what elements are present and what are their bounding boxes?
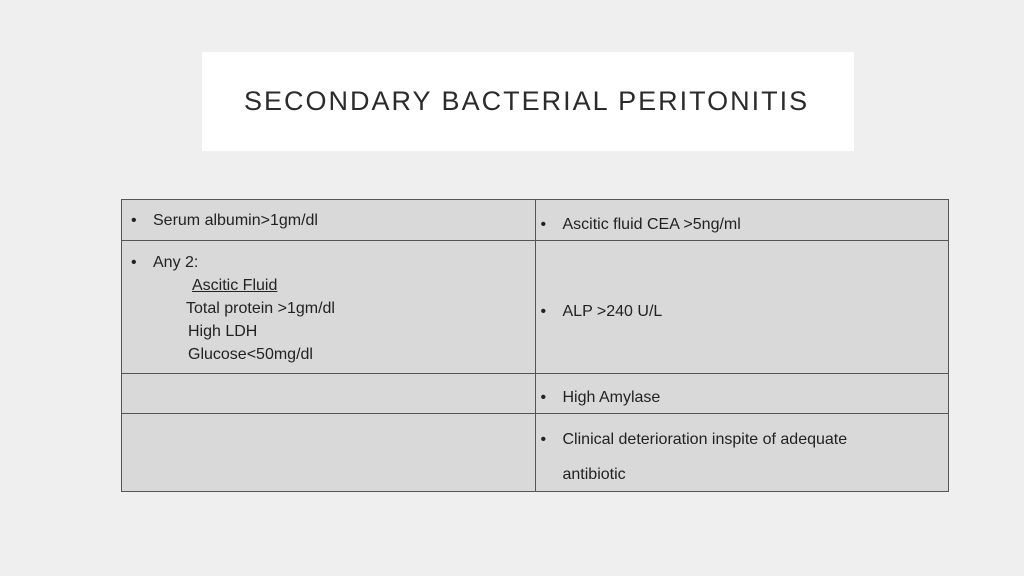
- table-cell: [122, 374, 536, 414]
- cell-text: Ascitic Fluid: [192, 277, 278, 294]
- table-cell: [535, 374, 949, 414]
- cell-text: • Any 2:: [153, 254, 198, 272]
- slide-title: SECONDARY BACTERIAL PERITONITIS: [244, 86, 810, 116]
- cell-text: • ALP >240 U/L: [563, 303, 663, 321]
- cell-text: • Serum albumin>1gm/dl: [153, 212, 318, 230]
- criteria-table: [121, 199, 949, 492]
- table-row: [122, 374, 949, 414]
- table-cell: [535, 200, 949, 241]
- title-box: [202, 52, 854, 151]
- cell-text: Glucose<50mg/dl: [188, 346, 313, 363]
- cell-text: • High Amylase: [563, 389, 661, 407]
- cell-text: • Ascitic fluid CEA >5ng/ml: [563, 216, 741, 234]
- cell-text: Total protein >1gm/dl: [186, 300, 335, 317]
- table-cell: [122, 414, 536, 492]
- table-row: [122, 200, 949, 241]
- table-row: [122, 414, 949, 492]
- cell-text: antibiotic: [562, 466, 626, 483]
- table-cell: [535, 414, 949, 492]
- cell-text: High LDH: [188, 323, 258, 340]
- table-row: [122, 241, 949, 374]
- table-cell: [535, 241, 949, 374]
- table-cell: [122, 200, 536, 241]
- cell-text: • Clinical deterioration inspite of adequate: [563, 431, 848, 449]
- table-cell: [122, 241, 536, 374]
